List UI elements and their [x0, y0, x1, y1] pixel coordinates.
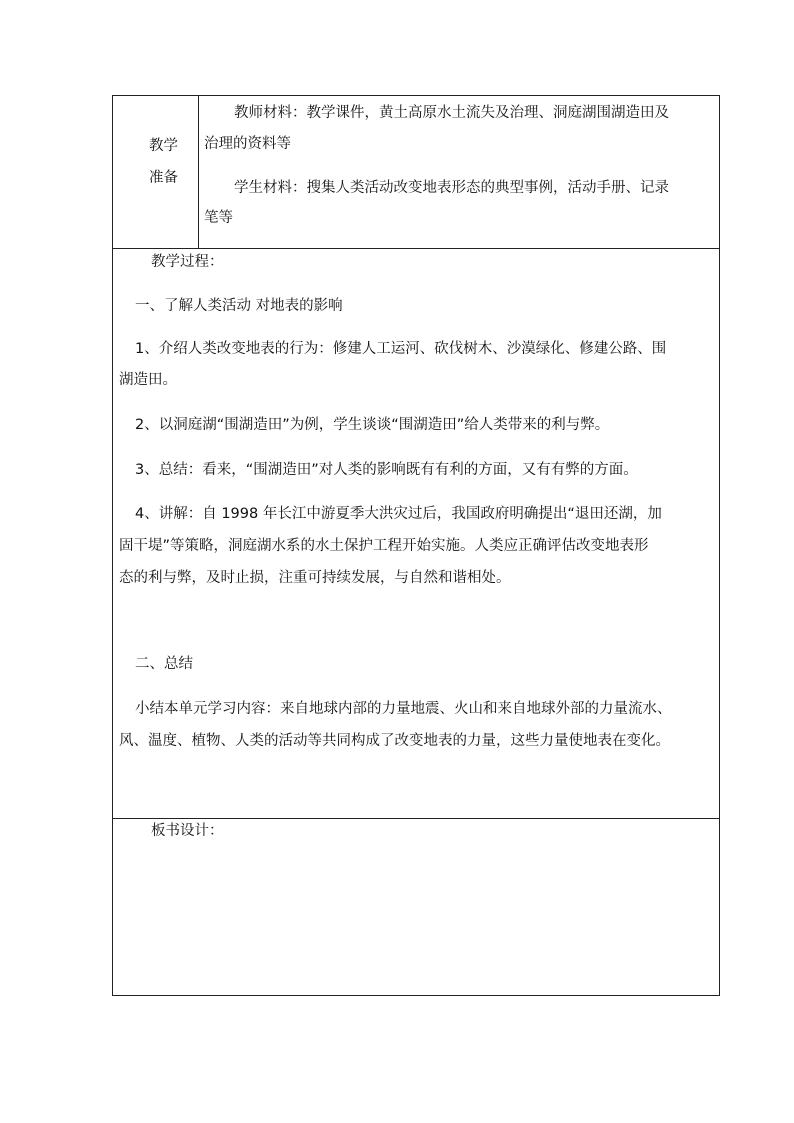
prep-label-line1: 教学 — [149, 138, 178, 154]
lesson-plan-table — [112, 95, 720, 996]
item4-line2: 固干堤”等策略，洞庭湖水系的水土保护工程开始实施。人类应正确评估改变地表形 — [119, 538, 649, 554]
item1-line1: 1、介绍人类改变地表的行为：修建人工运河、砍伐树木、沙漠绿化、修建公路、围 — [135, 341, 667, 357]
section1-title: 一、了解人类活动 对地表的影响 — [135, 298, 343, 314]
student-materials-line2: 笔等 — [204, 210, 233, 226]
row-divider-process — [113, 818, 719, 819]
row-divider-prep — [113, 248, 719, 249]
column-divider-prep — [198, 96, 199, 248]
teacher-materials-line2: 治理的资料等 — [204, 136, 291, 152]
process-heading: 教学过程： — [151, 254, 224, 270]
teacher-materials-line1: 教师材料：教学课件，黄土高原水土流失及治理、洞庭湖围湖造田及 — [234, 105, 669, 121]
item1-line2: 湖造田。 — [119, 372, 177, 388]
item3: 3、总结：看来，“围湖造田”对人类的影响既有有利的方面，又有有弊的方面。 — [135, 462, 638, 478]
summary-line2: 风、温度、植物、人类的活动等共同构成了改变地表的力量，这些力量使地表在变化。 — [119, 733, 670, 749]
item4-line1: 4、讲解：自 1998 年长江中游夏季大洪灾过后，我国政府明确提出“退田还湖，加 — [135, 506, 662, 522]
summary-line1: 小结本单元学习内容：来自地球内部的力量地震、火山和来自地球外部的力量流水、 — [135, 701, 672, 717]
prep-label-line2: 准备 — [149, 170, 178, 186]
student-materials-line1: 学生材料：搜集人类活动改变地表形态的典型事例，活动手册、记录 — [234, 180, 669, 196]
section2-title: 二、总结 — [135, 656, 193, 672]
item4-line3: 态的利与弊，及时止损，注重可持续发展，与自然和谐相处。 — [119, 570, 511, 586]
board-design-heading: 板书设计： — [151, 823, 224, 839]
item2: 2、以洞庭湖“围湖造田”为例，学生谈谈“围湖造田”给人类带来的利与弊。 — [135, 417, 610, 433]
